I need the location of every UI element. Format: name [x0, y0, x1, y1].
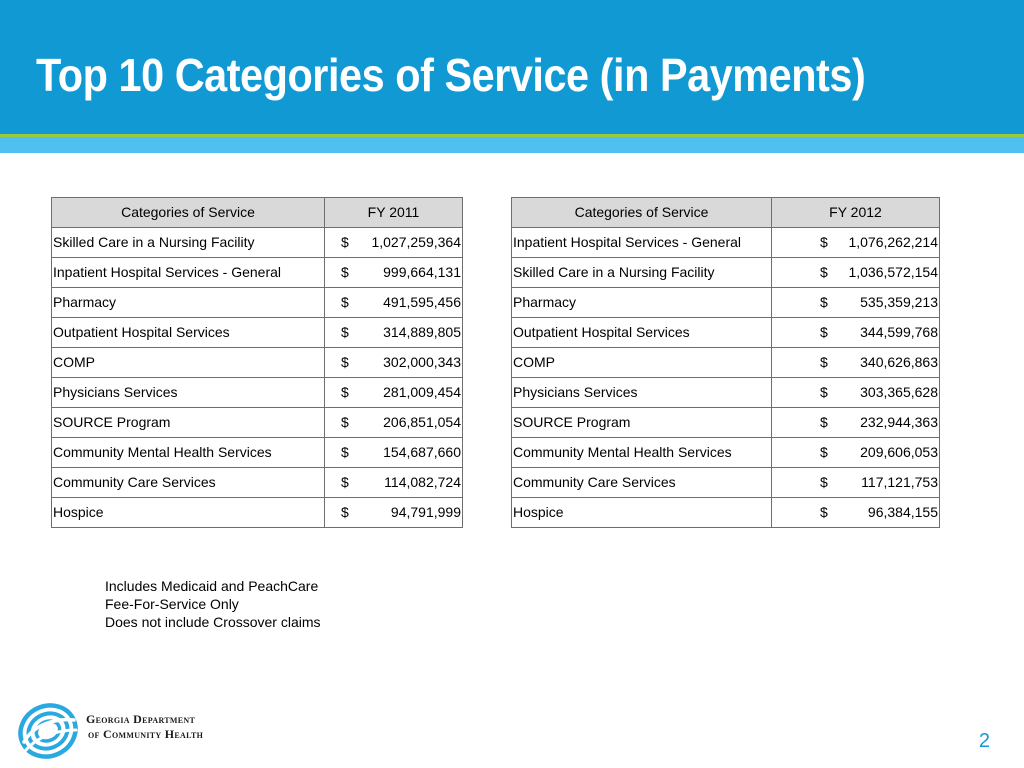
table-row: [512, 318, 940, 348]
georgia-dch-swirl-logo-icon: [16, 698, 80, 762]
category-cell: Physicians Services: [52, 378, 325, 408]
category-cell: Inpatient Hospital Services - General: [512, 228, 772, 258]
amount-value: 114,082,724: [384, 474, 461, 490]
amount-value: 206,851,054: [383, 414, 461, 430]
amount-value: 314,889,805: [383, 324, 461, 340]
category-cell: Hospice: [52, 498, 325, 528]
currency-symbol: $: [341, 444, 349, 460]
amount-cell: [772, 378, 940, 408]
amount-value: 1,036,572,154: [848, 264, 938, 280]
category-cell: Community Care Services: [512, 468, 772, 498]
currency-symbol: $: [820, 474, 828, 490]
amount-cell: [325, 408, 463, 438]
amount-cell: [772, 258, 940, 288]
amount-value: 999,664,131: [383, 264, 461, 280]
table-row: [52, 318, 463, 348]
column-header-fy2012: FY 2012: [772, 198, 940, 228]
footnotes: [105, 577, 321, 631]
table-header-row: [512, 198, 940, 228]
currency-symbol: $: [820, 324, 828, 340]
table-row: [52, 288, 463, 318]
amount-value: 303,365,628: [860, 384, 938, 400]
category-cell: Inpatient Hospital Services - General: [52, 258, 325, 288]
amount-cell: [772, 438, 940, 468]
table-row: [52, 378, 463, 408]
column-header-category: Categories of Service: [52, 198, 325, 228]
category-cell: COMP: [52, 348, 325, 378]
fy2011-payments-table: [51, 197, 463, 528]
currency-symbol: $: [820, 264, 828, 280]
category-cell: COMP: [512, 348, 772, 378]
amount-cell: [325, 228, 463, 258]
amount-value: 302,000,343: [383, 354, 461, 370]
currency-symbol: $: [341, 384, 349, 400]
table-row: [512, 468, 940, 498]
table-row: [512, 228, 940, 258]
table-row: [52, 438, 463, 468]
currency-symbol: $: [820, 414, 828, 430]
table-row: [512, 288, 940, 318]
amount-value: 94,791,999: [390, 504, 461, 520]
amount-value: 96,384,155: [867, 504, 938, 520]
amount-cell: [325, 468, 463, 498]
table-header-row: [52, 198, 463, 228]
currency-symbol: $: [341, 234, 349, 250]
amount-cell: [772, 228, 940, 258]
amount-value: 1,027,259,364: [371, 234, 461, 250]
currency-symbol: $: [820, 384, 828, 400]
amount-cell: [325, 288, 463, 318]
fy2012-payments-table: [511, 197, 940, 528]
currency-symbol: $: [820, 234, 828, 250]
table-row: [512, 438, 940, 468]
column-header-category: Categories of Service: [512, 198, 772, 228]
table-row: [52, 408, 463, 438]
amount-value: 232,944,363: [860, 414, 938, 430]
table-row: [52, 468, 463, 498]
amount-value: 340,626,863: [860, 354, 938, 370]
amount-value: 344,599,768: [860, 324, 938, 340]
table-row: [52, 498, 463, 528]
amount-value: 281,009,454: [383, 384, 461, 400]
amount-value: 154,687,660: [383, 444, 461, 460]
amount-cell: [772, 318, 940, 348]
table-row: [52, 348, 463, 378]
table-row: [52, 228, 463, 258]
amount-cell: [325, 318, 463, 348]
footnote: Fee-For-Service Only: [105, 596, 239, 612]
currency-symbol: $: [341, 354, 349, 370]
category-cell: Outpatient Hospital Services: [512, 318, 772, 348]
amount-cell: [325, 438, 463, 468]
page-number: 2: [978, 730, 990, 752]
amount-cell: [772, 288, 940, 318]
currency-symbol: $: [341, 474, 349, 490]
header-light-stripe: [0, 137, 1024, 153]
currency-symbol: $: [820, 294, 828, 310]
amount-value: 491,595,456: [383, 294, 461, 310]
category-cell: Community Mental Health Services: [52, 438, 325, 468]
footnote: Includes Medicaid and PeachCare: [105, 578, 319, 594]
currency-symbol: $: [820, 354, 828, 370]
organization-name: [86, 712, 203, 742]
amount-cell: [325, 348, 463, 378]
table-row: [512, 258, 940, 288]
amount-cell: [772, 348, 940, 378]
fy2012-table-body: [512, 228, 940, 528]
currency-symbol: $: [341, 294, 349, 310]
amount-cell: [772, 468, 940, 498]
amount-cell: [772, 498, 940, 528]
currency-symbol: $: [341, 414, 349, 430]
amount-cell: [772, 408, 940, 438]
amount-value: 535,359,213: [860, 294, 938, 310]
category-cell: Outpatient Hospital Services: [52, 318, 325, 348]
fy2011-table-body: [52, 228, 463, 528]
currency-symbol: $: [341, 504, 349, 520]
slide-title: Top 10 Categories of Service (in Payments): [36, 49, 866, 101]
column-header-fy2011: FY 2011: [325, 198, 463, 228]
amount-cell: [325, 258, 463, 288]
table-row: [512, 408, 940, 438]
amount-value: 117,121,753: [861, 474, 938, 490]
category-cell: Physicians Services: [512, 378, 772, 408]
table-row: [512, 378, 940, 408]
category-cell: Pharmacy: [512, 288, 772, 318]
currency-symbol: $: [341, 324, 349, 340]
category-cell: Pharmacy: [52, 288, 325, 318]
amount-cell: [325, 378, 463, 408]
amount-cell: [325, 498, 463, 528]
currency-symbol: $: [341, 264, 349, 280]
org-name-line-1: Georgia Department: [86, 712, 196, 726]
currency-symbol: $: [820, 444, 828, 460]
amount-value: 1,076,262,214: [848, 234, 938, 250]
table-row: [52, 258, 463, 288]
footnote: Does not include Crossover claims: [105, 614, 321, 630]
category-cell: Skilled Care in a Nursing Facility: [512, 258, 772, 288]
org-name-line-2: of Community Health: [88, 727, 204, 741]
category-cell: Community Mental Health Services: [512, 438, 772, 468]
table-row: [512, 498, 940, 528]
amount-value: 209,606,053: [860, 444, 938, 460]
currency-symbol: $: [820, 504, 828, 520]
category-cell: SOURCE Program: [52, 408, 325, 438]
category-cell: SOURCE Program: [512, 408, 772, 438]
category-cell: Community Care Services: [52, 468, 325, 498]
category-cell: Hospice: [512, 498, 772, 528]
category-cell: Skilled Care in a Nursing Facility: [52, 228, 325, 258]
table-row: [512, 348, 940, 378]
